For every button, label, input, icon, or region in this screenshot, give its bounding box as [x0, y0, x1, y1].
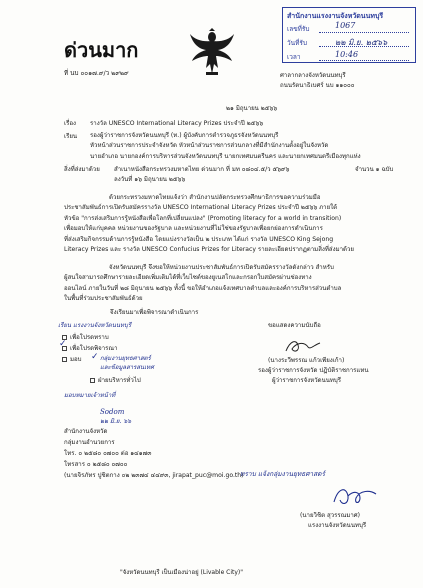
- contact-group: กลุ่มงานอำนวยการ: [64, 439, 115, 446]
- body-line: ประชาสัมพันธ์การเปิดรับสมัครรางวัล UNESCO International Literacy Prizes ประจำปี ๒๕๖๖ ภายใต้: [64, 204, 338, 212]
- body-line: เพื่อมอบให้แก่บุคคล หน่วยงานของรัฐบาล และหน่วยงานที่ไม่ใช่ของรัฐบาลเพื่อยกย่องการดำเนินการ: [64, 225, 323, 233]
- signer-2-position: แรงงานจังหวัดนนทบุรี: [308, 522, 367, 529]
- receipt-stamp: [282, 7, 416, 63]
- stamp-receipt-number: 1067: [335, 21, 356, 30]
- attachment-line-1: สำเนาหนังสือกระทรวงมหาดไทย ด่วนมาก ที่ มท ๐๘๐๔.๕/ว ๕๖๙๖: [114, 166, 290, 173]
- body-line: ด้วยกระทรวงมหาดไทยแจ้งว่า สำนักงานปลัดกระทรวงศึกษาธิการขอความร่วมมือ: [109, 194, 321, 201]
- routing-title: เรียน แรงงานจังหวัดนนทบุรี: [58, 322, 132, 329]
- body-line: จังหวัดนนทบุรี จึงขอให้หน่วยงานประชาสัมพันธ์การเปิดรับสมัครรางวัลดังกล่าว สำหรับ: [109, 264, 334, 271]
- stamp-time-label: เวลา: [287, 53, 301, 61]
- subject-text: รางวัล UNESCO International Literacy Prizes ประจำปี ๒๕๖๖: [90, 120, 264, 127]
- body-line: ผู้สนใจสามารถศึกษารายละเอียดเพิ่มเติมได้ที่เว็บไซต์ของยูเนสโกและกรอกใบสมัครผ่านช่องทาง: [64, 274, 312, 282]
- body-line: ออนไลน์ ภายในวันที่ ๒๘ มิถุนายน ๒๕๖๖ ทั้งนี้ ขอให้อำเภอแจ้งเทศบาลตำบลและองค์การบริหารส่วนตำบล: [64, 284, 342, 292]
- contact-phone: โทร. ๐ ๒๕๘๐ ๐๗๐๐ ต่อ ๑๔๑๗๓: [64, 450, 152, 457]
- routing-option-consider: เพื่อโปรดพิจารณา: [62, 345, 118, 353]
- signer-2-note-handwritten: ทราบ แจ้งกลุ่มงานยุทธศาสตร์: [240, 470, 325, 478]
- routing-option-admin: ฝ่ายบริหารทั่วไป: [90, 377, 141, 385]
- body-line: หัวข้อ "การส่งเสริมการรู้หนังสือเพื่อโลกที่เปลี่ยนแปลง" (Promoting literacy for a world in transition): [64, 214, 342, 222]
- recipient-line: นายอำเภอ นายกองค์การบริหารส่วนจังหวัดนนทบุรี นายกเทศมนตรีนคร และนายกเทศมนตรีเมืองทุกแห่ง: [90, 152, 361, 160]
- contact-person: (นายจิรภัทร ปูชิตกาง ๐๒ ๒๓๗๔ ๔๔๙๓, jirapat_puc@moi.go.th): [64, 472, 244, 479]
- signature-mark-1: [280, 335, 330, 357]
- recipient-label: เรียน: [64, 133, 78, 140]
- attachment-count: จำนวน ๑ ฉบับ: [355, 166, 394, 173]
- stamp-date-value: ๒๒ มิ.ย. ๒๕๖๖: [335, 38, 388, 47]
- routing-date-handwritten: ๒๒ มิ.ย. ๖๖: [100, 418, 132, 425]
- garuda-emblem-icon: [189, 28, 235, 78]
- routing-option-assign: มอบ: [62, 356, 82, 364]
- recipient-line: หัวหน้าส่วนราชการประจำจังหวัด หัวหน้าส่วนราชการส่วนกลางที่มีสำนักงานตั้งอยู่ในจังหวัด: [90, 142, 329, 150]
- signer-1-position-2: ผู้ว่าราชการจังหวัดนนทบุรี: [272, 377, 342, 384]
- body-paragraph-2: [64, 263, 341, 305]
- checkbox-icon: [62, 357, 67, 362]
- routing-option-inform: เพื่อโปรดทราบ: [62, 334, 109, 342]
- recipient-line: รองผู้ว่าราชการจังหวัดนนทบุรี (ท.) ผู้บังคับการตำรวจภูธรจังหวัดนนทบุรี: [90, 132, 279, 139]
- routing-signature-handwritten: Sodom: [100, 408, 125, 416]
- letter-date: ๒๑ มิถุนายน ๒๕๖๖: [226, 105, 278, 112]
- routing-assign-handwritten: กลุ่มงานยุทธศาสตร์และข้อมูลสารสนเทศ: [100, 355, 154, 371]
- sender-office: ศาลากลางจังหวัดนนทบุรี: [280, 72, 346, 79]
- check-mark-icon: ✓: [59, 339, 67, 349]
- body-line: ในพื้นที่ร่วมประชาสัมพันธ์ด้วย: [64, 295, 143, 303]
- urgent-label: ด่วนมาก: [64, 38, 139, 62]
- checkbox-icon: [90, 378, 95, 383]
- signer-2-name: (นายวิชิต สุวรรณมาศ): [300, 512, 361, 519]
- check-mark-icon: ✓: [91, 352, 99, 362]
- body-paragraph-1: [64, 193, 354, 255]
- stamp-date-label: วันที่รับ: [287, 39, 307, 47]
- footer-motto: "จังหวัดนนทบุรี เป็นเมืองน่าอยู่ (Livable City)": [120, 569, 244, 576]
- stamp-time-value: 10:46: [335, 50, 359, 59]
- contact-fax: โทรสาร ๐ ๒๕๘๐ ๐๗๐๐: [64, 461, 128, 468]
- attachment-label: สิ่งที่ส่งมาด้วย: [64, 166, 100, 173]
- contact-office: สำนักงานจังหวัด: [64, 428, 108, 435]
- stamp-title: สำนักงานแรงงานจังหวัดนนทบุรี: [287, 12, 384, 20]
- routing-note-handwritten: มอบหมายเจ้าหน้าที่: [64, 392, 116, 399]
- attachment-line-2: ลงวันที่ ๑๖ มิถุนายน ๒๕๖๖: [114, 176, 186, 183]
- recipient-lines: [90, 131, 361, 162]
- sender-address: ถนนรัตนาธิเบศร์ นบ ๑๑๐๐๐: [280, 82, 355, 89]
- document-number: ที่ นบ ๐๐๑๗.๙/ว ๒๙๒๙: [64, 70, 129, 77]
- closing-line: จึงเรียนมาเพื่อพิจารณาดำเนินการ: [110, 309, 199, 316]
- signature-mark-2: [330, 484, 382, 510]
- signer-1-position-1: รองผู้ว่าราชการจังหวัด ปฏิบัติราชการแทน: [258, 367, 369, 374]
- stamp-receipt-label: เลขที่รับ: [287, 25, 310, 33]
- subject-label: เรื่อง: [64, 120, 76, 127]
- body-line: ที่ส่งเสริมกิจกรรมด้านการรู้หนังสือ โดยแบ่งรางวัลเป็น ๒ ประเภท ได้แก่ รางวัล UNESCO King Sejong: [64, 235, 334, 243]
- signer-1-name: (นางระวีพรรณ แก้วเพียงเก้า): [268, 357, 345, 364]
- body-line: Literacy Prizes และ รางวัล UNESCO Confucius Prizes for Literacy รายละเอียดปรากฏตามสิ่งที่ส่งมาด้วย: [64, 246, 354, 254]
- closing-regards: ขอแสดงความนับถือ: [268, 322, 321, 329]
